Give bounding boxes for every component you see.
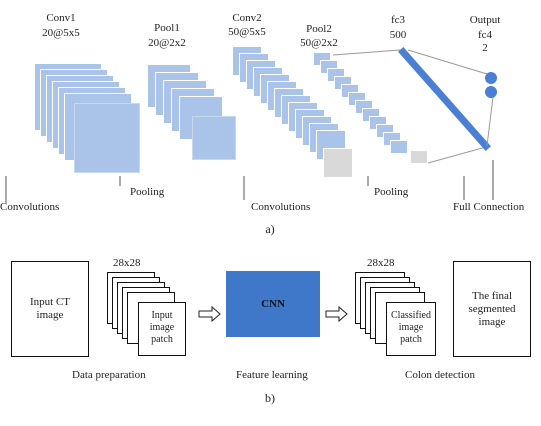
patch-size-left: 28x28 [113, 257, 141, 269]
input-ct-box [11, 261, 89, 357]
classified-patch-front [386, 302, 436, 356]
input-patch-front [138, 302, 186, 356]
cnn-block [226, 271, 320, 337]
stage-colon-detection: Colon detection [405, 369, 475, 381]
fc-line [333, 50, 400, 55]
fc3-name: fc3 [390, 14, 406, 26]
pool2-name: Pool2 [306, 23, 332, 35]
conv1-name: Conv1 [46, 12, 76, 24]
conv2-shape: 50@5x5 [228, 26, 266, 38]
fc3-units: 500 [389, 29, 407, 41]
output-node-1 [485, 72, 497, 84]
label-convolutions-1: Convolutions [0, 201, 60, 213]
caption-b: b) [265, 391, 275, 405]
arrow-right-2 [326, 307, 347, 321]
input-patch-label: Input image patch [149, 310, 175, 345]
output-sub: fc4 [477, 29, 493, 41]
pool1-name: Pool1 [154, 22, 180, 34]
patch-size-right: 28x28 [367, 257, 395, 269]
classified-patch-label: Classified image patch [391, 310, 431, 345]
pool2-shape: 50@2x2 [300, 37, 338, 49]
label-pooling-1: Pooling [130, 186, 165, 198]
final-image-label: The final segmented image [468, 290, 516, 328]
output-node-2 [485, 86, 497, 98]
conv1-shape: 20@5x5 [42, 27, 80, 39]
fc-line [428, 147, 486, 163]
pool1-shape: 20@2x2 [148, 37, 186, 49]
cnn-label: CNN [261, 298, 285, 310]
conv2-name: Conv2 [232, 12, 262, 24]
stage-data-preparation: Data preparation [72, 369, 146, 381]
label-full-connection: Full Connection [453, 201, 525, 213]
fc-line [487, 97, 493, 146]
output-units: 2 [482, 42, 488, 54]
input-ct-label: Input CT image [29, 296, 71, 321]
label-convolutions-2: Convolutions [251, 201, 311, 213]
fc3-bar [403, 52, 486, 146]
arrow-right-1 [199, 307, 220, 321]
label-pooling-2: Pooling [374, 186, 409, 198]
stage-feature-learning: Feature learning [236, 369, 308, 381]
caption-a: a) [265, 222, 275, 236]
final-image-box [453, 261, 531, 357]
output-name: Output [469, 14, 501, 26]
